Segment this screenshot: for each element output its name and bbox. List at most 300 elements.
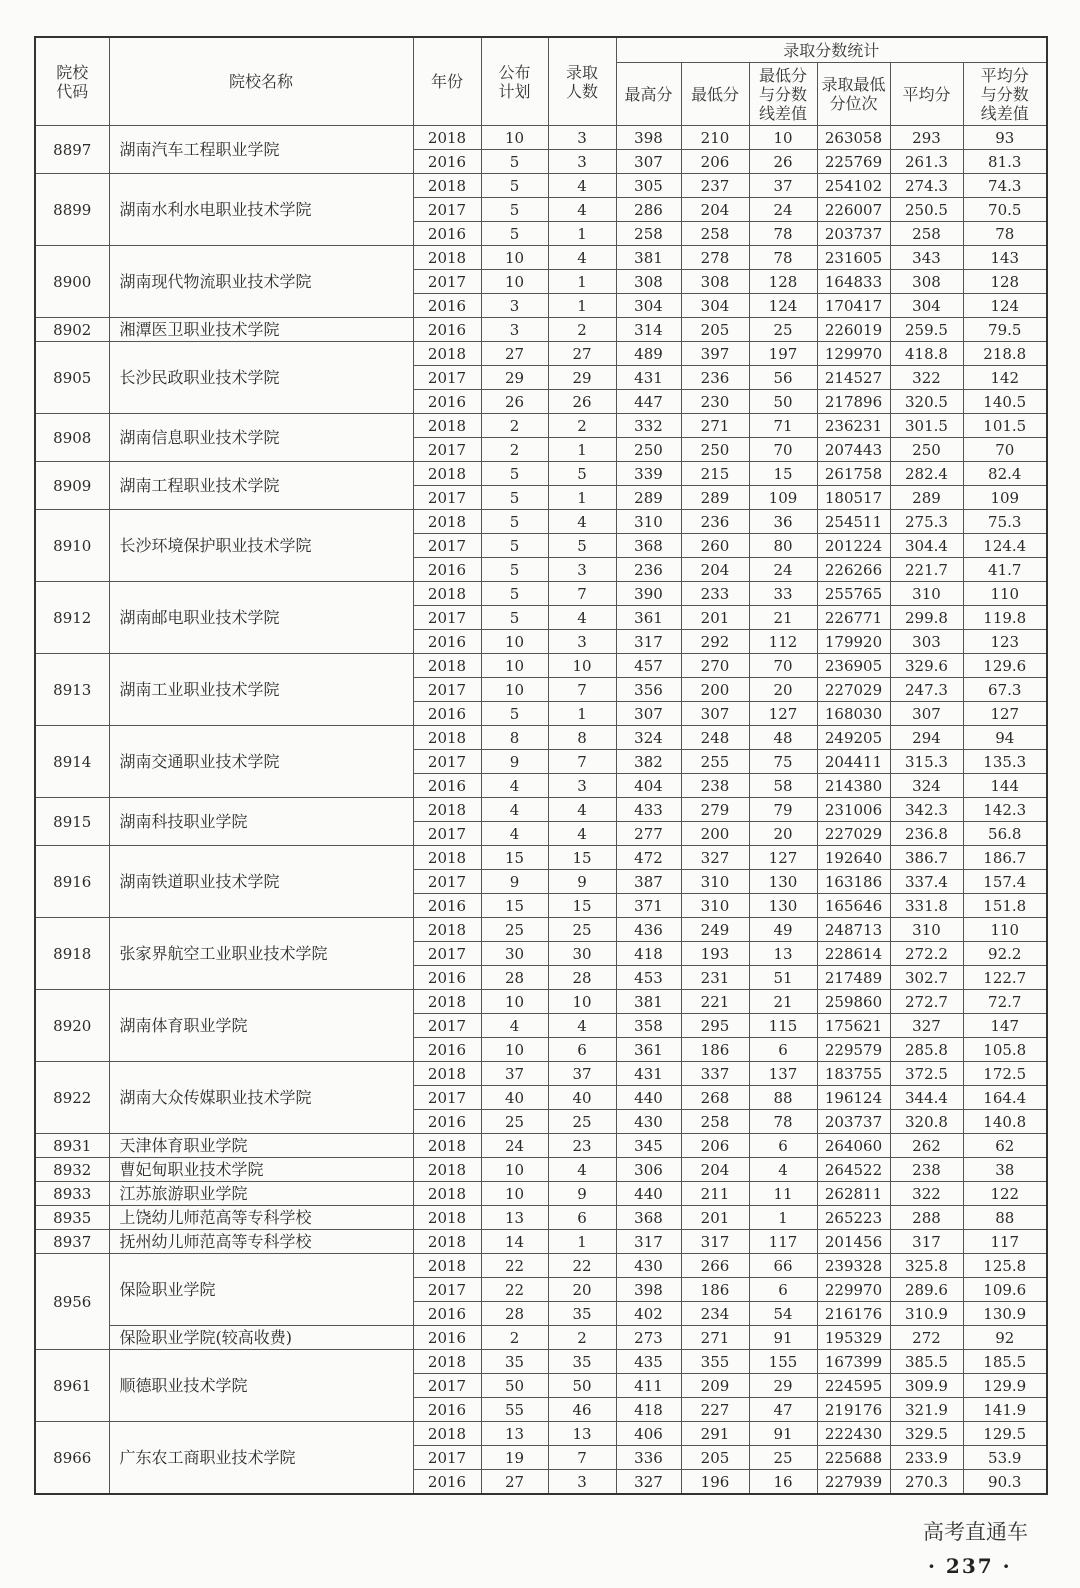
cell-min-score: 355 [681, 1350, 749, 1374]
cell-admitted: 4 [548, 822, 616, 846]
cell-min-rank: 216176 [817, 1302, 890, 1326]
cell-min-diff: 1 [749, 1206, 817, 1230]
cell-admitted: 35 [548, 1350, 616, 1374]
table-row [35, 798, 1047, 822]
cell-min-diff: 78 [749, 1110, 817, 1134]
cell-avg-score: 322 [890, 1182, 963, 1206]
cell-avg-diff: 129.6 [963, 654, 1047, 678]
school-name: 上饶幼儿师范高等专科学校 [109, 1206, 413, 1230]
cell-min-diff: 21 [749, 606, 817, 630]
table-header [35, 37, 1047, 126]
col-header-plan: 公布 计划 [481, 37, 548, 126]
cell-min-diff: 197 [749, 342, 817, 366]
cell-max-score: 418 [616, 1398, 681, 1422]
cell-min-diff: 127 [749, 846, 817, 870]
cell-plan: 40 [481, 1086, 548, 1110]
cell-max-score: 307 [616, 702, 681, 726]
cell-year: 2017 [413, 534, 481, 558]
cell-min-score: 249 [681, 918, 749, 942]
cell-avg-score: 307 [890, 702, 963, 726]
cell-avg-score: 386.7 [890, 846, 963, 870]
cell-min-diff: 48 [749, 726, 817, 750]
cell-min-score: 266 [681, 1254, 749, 1278]
cell-min-diff: 70 [749, 654, 817, 678]
cell-avg-diff: 140.5 [963, 390, 1047, 414]
cell-min-rank: 264522 [817, 1158, 890, 1182]
cell-avg-score: 282.4 [890, 462, 963, 486]
cell-year: 2016 [413, 1038, 481, 1062]
cell-avg-diff: 53.9 [963, 1446, 1047, 1470]
table-row [35, 1230, 1047, 1254]
cell-admitted: 1 [548, 294, 616, 318]
cell-avg-diff: 147 [963, 1014, 1047, 1038]
cell-plan: 30 [481, 942, 548, 966]
cell-min-rank: 179920 [817, 630, 890, 654]
cell-year: 2018 [413, 990, 481, 1014]
cell-max-score: 430 [616, 1110, 681, 1134]
cell-min-diff: 79 [749, 798, 817, 822]
cell-avg-score: 337.4 [890, 870, 963, 894]
cell-admitted: 37 [548, 1062, 616, 1086]
school-name: 长沙环境保护职业技术学院 [109, 510, 413, 582]
cell-min-score: 308 [681, 270, 749, 294]
school-name: 顺德职业技术学院 [109, 1350, 413, 1422]
cell-admitted: 46 [548, 1398, 616, 1422]
cell-admitted: 7 [548, 678, 616, 702]
cell-avg-diff: 92 [963, 1326, 1047, 1350]
cell-min-rank: 261758 [817, 462, 890, 486]
cell-avg-diff: 110 [963, 582, 1047, 606]
school-name: 保险职业学院 [109, 1254, 413, 1326]
cell-year: 2018 [413, 654, 481, 678]
cell-max-score: 317 [616, 1230, 681, 1254]
cell-year: 2018 [413, 1134, 481, 1158]
cell-min-rank: 163186 [817, 870, 890, 894]
table-row [35, 1326, 1047, 1350]
cell-plan: 35 [481, 1350, 548, 1374]
page-number: · 237 · [928, 1554, 1012, 1578]
cell-min-diff: 47 [749, 1398, 817, 1422]
cell-avg-diff: 218.8 [963, 342, 1047, 366]
cell-min-diff: 33 [749, 582, 817, 606]
cell-max-score: 368 [616, 1206, 681, 1230]
cell-min-score: 200 [681, 678, 749, 702]
cell-min-diff: 4 [749, 1158, 817, 1182]
cell-min-score: 234 [681, 1302, 749, 1326]
admission-scores-table [34, 36, 1048, 1495]
cell-min-score: 186 [681, 1038, 749, 1062]
cell-avg-diff: 109 [963, 486, 1047, 510]
cell-min-diff: 29 [749, 1374, 817, 1398]
cell-min-score: 230 [681, 390, 749, 414]
cell-min-rank: 248713 [817, 918, 890, 942]
cell-year: 2016 [413, 1326, 481, 1350]
cell-year: 2016 [413, 774, 481, 798]
cell-plan: 8 [481, 726, 548, 750]
cell-min-diff: 66 [749, 1254, 817, 1278]
cell-avg-score: 233.9 [890, 1446, 963, 1470]
cell-plan: 5 [481, 606, 548, 630]
cell-plan: 29 [481, 366, 548, 390]
cell-year: 2017 [413, 606, 481, 630]
cell-min-rank: 254102 [817, 174, 890, 198]
table-row [35, 582, 1047, 606]
cell-max-score: 447 [616, 390, 681, 414]
cell-max-score: 381 [616, 990, 681, 1014]
cell-admitted: 5 [548, 462, 616, 486]
cell-year: 2018 [413, 1230, 481, 1254]
cell-min-diff: 91 [749, 1422, 817, 1446]
cell-max-score: 305 [616, 174, 681, 198]
cell-year: 2017 [413, 1014, 481, 1038]
cell-avg-diff: 119.8 [963, 606, 1047, 630]
cell-avg-diff: 129.9 [963, 1374, 1047, 1398]
cell-avg-score: 310.9 [890, 1302, 963, 1326]
cell-plan: 9 [481, 750, 548, 774]
cell-year: 2016 [413, 1302, 481, 1326]
cell-avg-diff: 125.8 [963, 1254, 1047, 1278]
cell-max-score: 411 [616, 1374, 681, 1398]
cell-min-diff: 6 [749, 1278, 817, 1302]
cell-plan: 50 [481, 1374, 548, 1398]
cell-plan: 27 [481, 1470, 548, 1495]
cell-max-score: 402 [616, 1302, 681, 1326]
cell-plan: 10 [481, 654, 548, 678]
cell-avg-diff: 70 [963, 438, 1047, 462]
cell-min-rank: 229579 [817, 1038, 890, 1062]
cell-min-diff: 24 [749, 198, 817, 222]
cell-avg-diff: 151.8 [963, 894, 1047, 918]
cell-min-diff: 128 [749, 270, 817, 294]
cell-min-diff: 115 [749, 1014, 817, 1038]
cell-avg-score: 293 [890, 126, 963, 150]
cell-min-rank: 249205 [817, 726, 890, 750]
cell-min-rank: 192640 [817, 846, 890, 870]
cell-plan: 27 [481, 342, 548, 366]
table-row [35, 1062, 1047, 1086]
cell-min-score: 292 [681, 630, 749, 654]
cell-min-score: 205 [681, 1446, 749, 1470]
cell-min-rank: 164833 [817, 270, 890, 294]
cell-plan: 10 [481, 126, 548, 150]
col-header-max: 最高分 [616, 63, 681, 126]
cell-min-rank: 170417 [817, 294, 890, 318]
cell-plan: 4 [481, 1014, 548, 1038]
school-code: 8899 [35, 174, 109, 246]
cell-avg-score: 250 [890, 438, 963, 462]
cell-avg-score: 261.3 [890, 150, 963, 174]
cell-min-diff: 75 [749, 750, 817, 774]
cell-min-score: 260 [681, 534, 749, 558]
table-row [35, 1158, 1047, 1182]
cell-max-score: 436 [616, 918, 681, 942]
school-code: 8918 [35, 918, 109, 990]
cell-avg-score: 329.6 [890, 654, 963, 678]
cell-admitted: 30 [548, 942, 616, 966]
cell-min-rank: 226019 [817, 318, 890, 342]
cell-min-diff: 36 [749, 510, 817, 534]
cell-year: 2018 [413, 1206, 481, 1230]
cell-avg-diff: 164.4 [963, 1086, 1047, 1110]
cell-year: 2017 [413, 438, 481, 462]
cell-admitted: 26 [548, 390, 616, 414]
school-name: 湖南科技职业学院 [109, 798, 413, 846]
cell-admitted: 20 [548, 1278, 616, 1302]
school-code: 8912 [35, 582, 109, 654]
cell-min-diff: 20 [749, 678, 817, 702]
cell-min-diff: 78 [749, 246, 817, 270]
table-row [35, 414, 1047, 438]
cell-avg-score: 342.3 [890, 798, 963, 822]
cell-year: 2017 [413, 270, 481, 294]
school-name: 湖南信息职业技术学院 [109, 414, 413, 462]
cell-max-score: 345 [616, 1134, 681, 1158]
table-row [35, 174, 1047, 198]
cell-min-rank: 226771 [817, 606, 890, 630]
cell-min-score: 236 [681, 510, 749, 534]
table-row [35, 654, 1047, 678]
cell-min-rank: 207443 [817, 438, 890, 462]
cell-plan: 5 [481, 558, 548, 582]
cell-admitted: 7 [548, 750, 616, 774]
cell-plan: 2 [481, 414, 548, 438]
cell-admitted: 1 [548, 270, 616, 294]
cell-avg-diff: 129.5 [963, 1422, 1047, 1446]
cell-avg-score: 331.8 [890, 894, 963, 918]
cell-admitted: 2 [548, 414, 616, 438]
cell-avg-score: 272.7 [890, 990, 963, 1014]
cell-min-diff: 6 [749, 1038, 817, 1062]
cell-max-score: 304 [616, 294, 681, 318]
cell-min-rank: 262811 [817, 1182, 890, 1206]
col-header-code: 院校 代码 [35, 37, 109, 126]
cell-plan: 5 [481, 486, 548, 510]
cell-avg-diff: 122 [963, 1182, 1047, 1206]
cell-plan: 22 [481, 1254, 548, 1278]
cell-admitted: 3 [548, 150, 616, 174]
cell-year: 2017 [413, 1086, 481, 1110]
cell-admitted: 10 [548, 654, 616, 678]
cell-min-diff: 88 [749, 1086, 817, 1110]
cell-min-rank: 236905 [817, 654, 890, 678]
cell-min-rank: 217489 [817, 966, 890, 990]
cell-avg-diff: 186.7 [963, 846, 1047, 870]
cell-admitted: 1 [548, 702, 616, 726]
cell-year: 2016 [413, 1470, 481, 1495]
school-name: 湖南汽车工程职业学院 [109, 126, 413, 174]
cell-min-score: 255 [681, 750, 749, 774]
cell-min-score: 258 [681, 1110, 749, 1134]
cell-min-score: 327 [681, 846, 749, 870]
cell-min-score: 310 [681, 870, 749, 894]
cell-avg-diff: 101.5 [963, 414, 1047, 438]
cell-avg-diff: 75.3 [963, 510, 1047, 534]
school-code: 8909 [35, 462, 109, 510]
cell-avg-diff: 185.5 [963, 1350, 1047, 1374]
cell-avg-diff: 157.4 [963, 870, 1047, 894]
cell-max-score: 307 [616, 150, 681, 174]
cell-admitted: 3 [548, 1470, 616, 1495]
cell-max-score: 489 [616, 342, 681, 366]
cell-admitted: 9 [548, 1182, 616, 1206]
cell-avg-score: 301.5 [890, 414, 963, 438]
cell-min-score: 278 [681, 246, 749, 270]
cell-min-rank: 168030 [817, 702, 890, 726]
cell-plan: 5 [481, 582, 548, 606]
cell-min-score: 317 [681, 1230, 749, 1254]
cell-avg-score: 385.5 [890, 1350, 963, 1374]
cell-min-score: 215 [681, 462, 749, 486]
cell-max-score: 250 [616, 438, 681, 462]
school-code: 8956 [35, 1254, 109, 1350]
cell-min-diff: 155 [749, 1350, 817, 1374]
cell-year: 2018 [413, 1062, 481, 1086]
cell-admitted: 2 [548, 1326, 616, 1350]
school-code: 8915 [35, 798, 109, 846]
cell-max-score: 398 [616, 1278, 681, 1302]
school-code: 8905 [35, 342, 109, 414]
cell-min-rank: 224595 [817, 1374, 890, 1398]
cell-plan: 3 [481, 294, 548, 318]
cell-avg-score: 262 [890, 1134, 963, 1158]
cell-admitted: 29 [548, 366, 616, 390]
cell-admitted: 25 [548, 918, 616, 942]
cell-year: 2017 [413, 1374, 481, 1398]
cell-admitted: 15 [548, 846, 616, 870]
cell-year: 2018 [413, 1350, 481, 1374]
cell-max-score: 404 [616, 774, 681, 798]
cell-avg-score: 288 [890, 1206, 963, 1230]
cell-min-rank: 222430 [817, 1422, 890, 1446]
school-code: 8920 [35, 990, 109, 1062]
cell-admitted: 27 [548, 342, 616, 366]
table-row [35, 462, 1047, 486]
cell-avg-score: 321.9 [890, 1398, 963, 1422]
cell-max-score: 418 [616, 942, 681, 966]
cell-min-score: 310 [681, 894, 749, 918]
cell-year: 2016 [413, 390, 481, 414]
cell-min-score: 250 [681, 438, 749, 462]
cell-avg-diff: 56.8 [963, 822, 1047, 846]
school-code: 8966 [35, 1422, 109, 1495]
cell-admitted: 13 [548, 1422, 616, 1446]
cell-min-rank: 229970 [817, 1278, 890, 1302]
cell-avg-diff: 141.9 [963, 1398, 1047, 1422]
cell-min-score: 307 [681, 702, 749, 726]
school-name: 湖南大众传媒职业技术学院 [109, 1062, 413, 1134]
cell-avg-diff: 92.2 [963, 942, 1047, 966]
cell-avg-score: 289 [890, 486, 963, 510]
col-header-name: 院校名称 [109, 37, 413, 126]
school-code: 8902 [35, 318, 109, 342]
cell-avg-score: 236.8 [890, 822, 963, 846]
cell-plan: 5 [481, 222, 548, 246]
cell-year: 2018 [413, 510, 481, 534]
table-row [35, 846, 1047, 870]
school-name: 张家界航空工业职业技术学院 [109, 918, 413, 990]
cell-min-score: 258 [681, 222, 749, 246]
cell-avg-score: 274.3 [890, 174, 963, 198]
school-name: 湖南工业职业技术学院 [109, 654, 413, 726]
cell-admitted: 4 [548, 1158, 616, 1182]
cell-plan: 28 [481, 1302, 548, 1326]
cell-min-score: 206 [681, 1134, 749, 1158]
col-header-avg: 平均分 [890, 63, 963, 126]
cell-avg-diff: 143 [963, 246, 1047, 270]
cell-min-rank: 214527 [817, 366, 890, 390]
cell-avg-score: 327 [890, 1014, 963, 1038]
table-row [35, 246, 1047, 270]
school-name: 湖南体育职业学院 [109, 990, 413, 1062]
cell-avg-diff: 78 [963, 222, 1047, 246]
cell-plan: 19 [481, 1446, 548, 1470]
cell-min-rank: 129970 [817, 342, 890, 366]
school-name: 湖南邮电职业技术学院 [109, 582, 413, 654]
cell-min-diff: 50 [749, 390, 817, 414]
cell-avg-diff: 41.7 [963, 558, 1047, 582]
cell-max-score: 277 [616, 822, 681, 846]
cell-avg-score: 259.5 [890, 318, 963, 342]
cell-year: 2016 [413, 150, 481, 174]
cell-max-score: 236 [616, 558, 681, 582]
cell-avg-diff: 124 [963, 294, 1047, 318]
cell-min-score: 237 [681, 174, 749, 198]
cell-min-score: 271 [681, 1326, 749, 1350]
cell-max-score: 390 [616, 582, 681, 606]
cell-min-rank: 195329 [817, 1326, 890, 1350]
cell-year: 2016 [413, 1398, 481, 1422]
table-row [35, 318, 1047, 342]
cell-plan: 37 [481, 1062, 548, 1086]
school-code: 8933 [35, 1182, 109, 1206]
cell-max-score: 358 [616, 1014, 681, 1038]
cell-admitted: 4 [548, 174, 616, 198]
cell-max-score: 310 [616, 510, 681, 534]
cell-max-score: 308 [616, 270, 681, 294]
cell-max-score: 339 [616, 462, 681, 486]
cell-plan: 9 [481, 870, 548, 894]
cell-admitted: 4 [548, 798, 616, 822]
cell-max-score: 273 [616, 1326, 681, 1350]
cell-year: 2016 [413, 1110, 481, 1134]
cell-min-score: 206 [681, 150, 749, 174]
school-code: 8900 [35, 246, 109, 318]
cell-avg-diff: 88 [963, 1206, 1047, 1230]
cell-min-diff: 91 [749, 1326, 817, 1350]
school-name: 湖南铁道职业技术学院 [109, 846, 413, 918]
col-header-year: 年份 [413, 37, 481, 126]
cell-plan: 10 [481, 1158, 548, 1182]
cell-admitted: 50 [548, 1374, 616, 1398]
col-header-min: 最低分 [681, 63, 749, 126]
cell-avg-diff: 172.5 [963, 1062, 1047, 1086]
cell-min-rank: 259860 [817, 990, 890, 1014]
cell-max-score: 472 [616, 846, 681, 870]
cell-admitted: 15 [548, 894, 616, 918]
cell-min-diff: 70 [749, 438, 817, 462]
cell-plan: 25 [481, 1110, 548, 1134]
table-row [35, 726, 1047, 750]
cell-min-score: 204 [681, 1158, 749, 1182]
cell-avg-diff: 94 [963, 726, 1047, 750]
cell-avg-diff: 82.4 [963, 462, 1047, 486]
cell-year: 2018 [413, 798, 481, 822]
cell-min-diff: 21 [749, 990, 817, 1014]
cell-max-score: 258 [616, 222, 681, 246]
cell-year: 2018 [413, 1158, 481, 1182]
cell-avg-score: 247.3 [890, 678, 963, 702]
cell-min-diff: 78 [749, 222, 817, 246]
